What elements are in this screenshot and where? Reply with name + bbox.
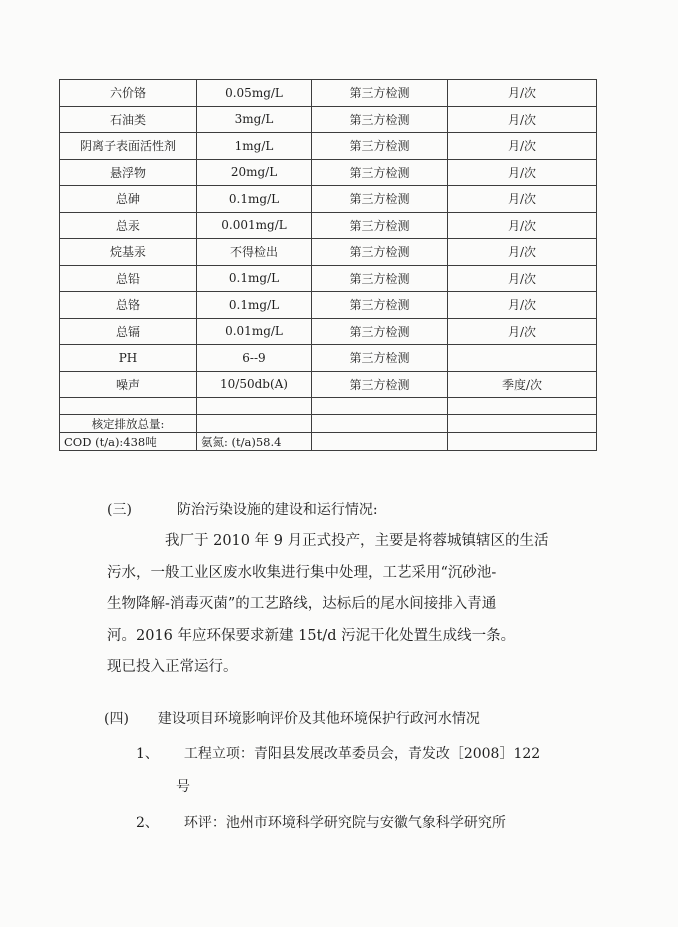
table-row bbox=[60, 212, 597, 239]
method-cell: 第三方检测 bbox=[312, 345, 448, 372]
discharge-standards-table bbox=[59, 79, 596, 451]
limit-cell: 0.1mg/L bbox=[197, 292, 312, 319]
method-cell: 第三方检测 bbox=[312, 239, 448, 266]
frequency-cell: 月/次 bbox=[448, 133, 597, 160]
table-row bbox=[60, 159, 597, 186]
frequency-cell: 月/次 bbox=[448, 186, 597, 213]
limit-cell: 20mg/L bbox=[197, 159, 312, 186]
frequency-cell: 月/次 bbox=[448, 318, 597, 345]
limit-cell: 0.001mg/L bbox=[197, 212, 312, 239]
empty-cell bbox=[312, 398, 448, 415]
empty-cell bbox=[448, 433, 597, 451]
pollutant-cell: 噪声 bbox=[60, 371, 197, 398]
table-row-total-label bbox=[60, 415, 597, 433]
table-row bbox=[60, 265, 597, 292]
section-4-number: (四) bbox=[104, 711, 129, 727]
frequency-cell: 月/次 bbox=[448, 292, 597, 319]
table-row bbox=[60, 80, 597, 107]
frequency-cell: 月/次 bbox=[448, 265, 597, 292]
table-row-totals bbox=[60, 433, 597, 451]
method-cell: 第三方检测 bbox=[312, 159, 448, 186]
method-cell: 第三方检测 bbox=[312, 133, 448, 160]
empty-cell bbox=[448, 398, 597, 415]
empty-cell bbox=[197, 415, 312, 433]
list-item-text: 环评：池州市环境科学研究院与安徽气象科学研究所 bbox=[183, 815, 506, 831]
frequency-cell: 月/次 bbox=[448, 80, 597, 107]
paragraph-line: 生物降解-消毒灭菌”的工艺路线，达标后的尾水间接排入青通 bbox=[107, 596, 497, 612]
limit-cell: 1mg/L bbox=[197, 133, 312, 160]
empty-cell bbox=[197, 398, 312, 415]
cod-total-cell: COD (t/a):438吨 bbox=[60, 433, 197, 451]
method-cell: 第三方检测 bbox=[312, 186, 448, 213]
list-item bbox=[136, 743, 540, 763]
paragraph-line: 我厂于 2010 年 9 月正式投产，主要是将蓉城镇辖区的生活 bbox=[165, 533, 549, 549]
table-row bbox=[60, 318, 597, 345]
section-3-heading bbox=[107, 499, 378, 519]
pollutant-cell: 总镉 bbox=[60, 318, 197, 345]
list-item-continuation: 号 bbox=[176, 779, 190, 795]
empty-cell bbox=[60, 398, 197, 415]
table-row bbox=[60, 106, 597, 133]
empty-cell bbox=[312, 433, 448, 451]
section-3-title: 防治污染设施的建设和运行情况: bbox=[176, 502, 378, 518]
table-row bbox=[60, 186, 597, 213]
method-cell: 第三方检测 bbox=[312, 212, 448, 239]
list-item-text: 工程立项：青阳县发展改革委员会，青发改［2008］122 bbox=[183, 746, 541, 762]
limit-cell: 不得检出 bbox=[197, 239, 312, 266]
pollutant-cell: 六价铬 bbox=[60, 80, 197, 107]
list-item-number: 2、 bbox=[136, 815, 159, 831]
limit-cell: 0.1mg/L bbox=[197, 265, 312, 292]
method-cell: 第三方检测 bbox=[312, 80, 448, 107]
table-row bbox=[60, 292, 597, 319]
pollutant-cell: 阴离子表面活性剂 bbox=[60, 133, 197, 160]
paragraph-line: 河。2016 年应环保要求新建 15t/d 污泥干化处置生成线一条。 bbox=[107, 627, 516, 644]
pollutant-cell: 总砷 bbox=[60, 186, 197, 213]
limit-cell: 10/50db(A) bbox=[197, 371, 312, 398]
table-row bbox=[60, 239, 597, 266]
limit-cell: 0.1mg/L bbox=[197, 186, 312, 213]
section-3-number: (三) bbox=[107, 502, 132, 518]
section-4-title: 建设项目环境影响评价及其他环境保护行政河水情况 bbox=[157, 711, 480, 727]
section-4-heading bbox=[104, 708, 480, 728]
pollutant-cell: 石油类 bbox=[60, 106, 197, 133]
table-row-empty bbox=[60, 398, 597, 415]
frequency-cell: 月/次 bbox=[448, 212, 597, 239]
method-cell: 第三方检测 bbox=[312, 106, 448, 133]
table-row bbox=[60, 371, 597, 398]
method-cell: 第三方检测 bbox=[312, 265, 448, 292]
list-item bbox=[136, 812, 506, 832]
total-label-cell: 核定排放总量: bbox=[60, 415, 197, 433]
pollutant-cell: 烷基汞 bbox=[60, 239, 197, 266]
limit-cell: 3mg/L bbox=[197, 106, 312, 133]
frequency-cell: 月/次 bbox=[448, 159, 597, 186]
frequency-cell: 月/次 bbox=[448, 239, 597, 266]
limit-cell: 6--9 bbox=[197, 345, 312, 372]
ammonia-total-cell: 氨氮: (t/a)58.4 bbox=[197, 433, 312, 451]
method-cell: 第三方检测 bbox=[312, 292, 448, 319]
paragraph-line: 现已投入正常运行。 bbox=[107, 659, 238, 675]
list-item-number: 1、 bbox=[136, 746, 159, 762]
table-row bbox=[60, 133, 597, 160]
empty-cell bbox=[312, 415, 448, 433]
frequency-cell bbox=[448, 345, 597, 372]
table-row bbox=[60, 345, 597, 372]
method-cell: 第三方检测 bbox=[312, 371, 448, 398]
limit-cell: 0.01mg/L bbox=[197, 318, 312, 345]
section-3-paragraph bbox=[107, 526, 561, 684]
pollutant-cell: PH bbox=[60, 345, 197, 372]
empty-cell bbox=[448, 415, 597, 433]
paragraph-line: 污水，一般工业区废水收集进行集中处理，工艺采用“沉砂池- bbox=[107, 564, 497, 581]
frequency-cell: 季度/次 bbox=[448, 371, 597, 398]
pollutant-cell: 总汞 bbox=[60, 212, 197, 239]
pollutant-cell: 总铬 bbox=[60, 292, 197, 319]
frequency-cell: 月/次 bbox=[448, 106, 597, 133]
pollutant-cell: 总铅 bbox=[60, 265, 197, 292]
method-cell: 第三方检测 bbox=[312, 318, 448, 345]
limit-cell: 0.05mg/L bbox=[197, 80, 312, 107]
pollutant-cell: 悬浮物 bbox=[60, 159, 197, 186]
